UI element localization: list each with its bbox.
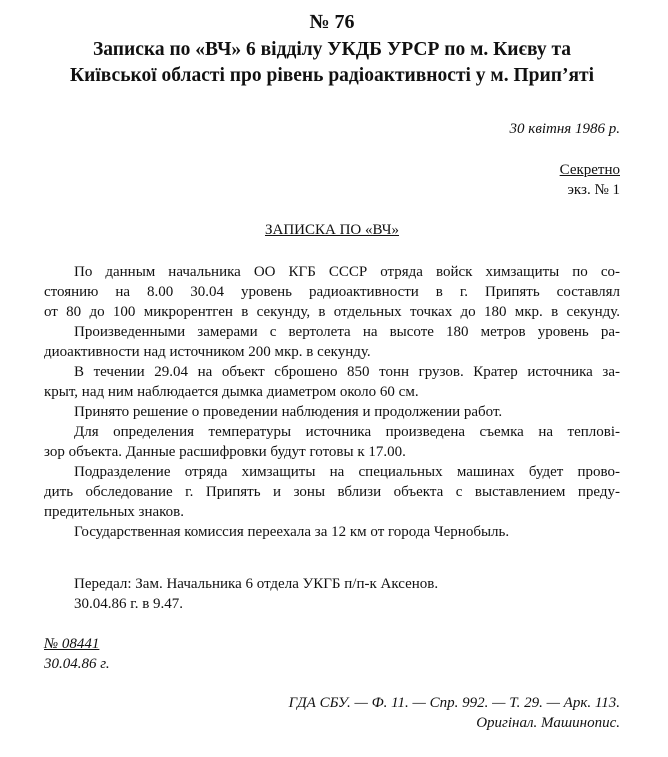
text-line: Государственная комиссия переехала за 12 км от города Чернобыль. [74, 524, 510, 540]
paragraph [44, 522, 620, 542]
paragraph [44, 402, 620, 422]
text-line: В течении 29.04 на объект сброшено 850 тонн грузов. Кратер источника за- [74, 364, 620, 380]
text-line: По данным начальника ОО КГБ СССР отряда войск химзащиты по со- [74, 264, 620, 280]
title-line: Київської області про рівень радіоактивності у м. Прип’яті [69, 65, 594, 86]
document-date: 30 квітня 1986 р. [509, 121, 620, 137]
paragraph [44, 262, 620, 322]
text-line: стоянию на 8.00 30.04 уровень радиоактивности в г. Припять составлял [44, 284, 620, 300]
paragraph [44, 322, 620, 362]
registration-date: 30.04.86 г. [44, 656, 110, 672]
document-title [44, 37, 620, 89]
paragraph [44, 462, 620, 522]
text-line: Для определения температуры источника произведена съемка на тепловi- [74, 424, 620, 440]
text-line: Принято решение о проведении наблюдения и продолжении работ. [74, 404, 503, 420]
archive-reference [289, 693, 620, 733]
text-line: диоактивности над источником 200 мкр. в секунду. [44, 344, 371, 360]
text-line: от 80 до 100 микрорентген в секунду, в отдельных точках до 180 мкр. в секунду. [44, 304, 620, 320]
document-number: № 76 [309, 11, 355, 33]
document-page [44, 0, 620, 757]
sender-block [74, 574, 438, 614]
sender-line: Передал: Зам. Начальника 6 отдела УКГБ п/п-к Аксенов. [74, 576, 439, 592]
text-line: Произведенными замерами с вертолета на высоте 180 метров уровень ра- [74, 324, 620, 340]
text-line: дить обследование г. Припять и зоны вблизи объекта с выставлением преду- [44, 484, 620, 500]
memo-body [44, 262, 620, 542]
text-line: Подразделение отряда химзащиты на специальных машинах будет прово- [74, 464, 620, 480]
registration-number: № 08441 [44, 636, 100, 652]
sender-line: 30.04.86 г. в 9.47. [74, 596, 184, 612]
memo-heading: ЗАПИСКА ПО «ВЧ» [264, 222, 400, 238]
paragraph [44, 422, 620, 462]
classification-label: Секретно [559, 162, 620, 178]
text-line: крыт, над ним наблюдается дымка диаметром около 60 см. [44, 384, 419, 400]
text-line: зор объекта. Данные расшифровки будут готовы к 17.00. [44, 444, 406, 460]
archive-line: ГДА СБУ. — Ф. 11. — Спр. 992. — Т. 29. — Арк. 113. [288, 695, 620, 711]
paragraph [44, 362, 620, 402]
text-line: предительных знаков. [44, 504, 185, 520]
title-line: Записка по «ВЧ» 6 відділу УКДБ УРСР по м. Києву та [92, 39, 572, 60]
archive-line: Оригінал. Машинопис. [476, 715, 620, 731]
copy-number: экз. № 1 [567, 182, 620, 198]
